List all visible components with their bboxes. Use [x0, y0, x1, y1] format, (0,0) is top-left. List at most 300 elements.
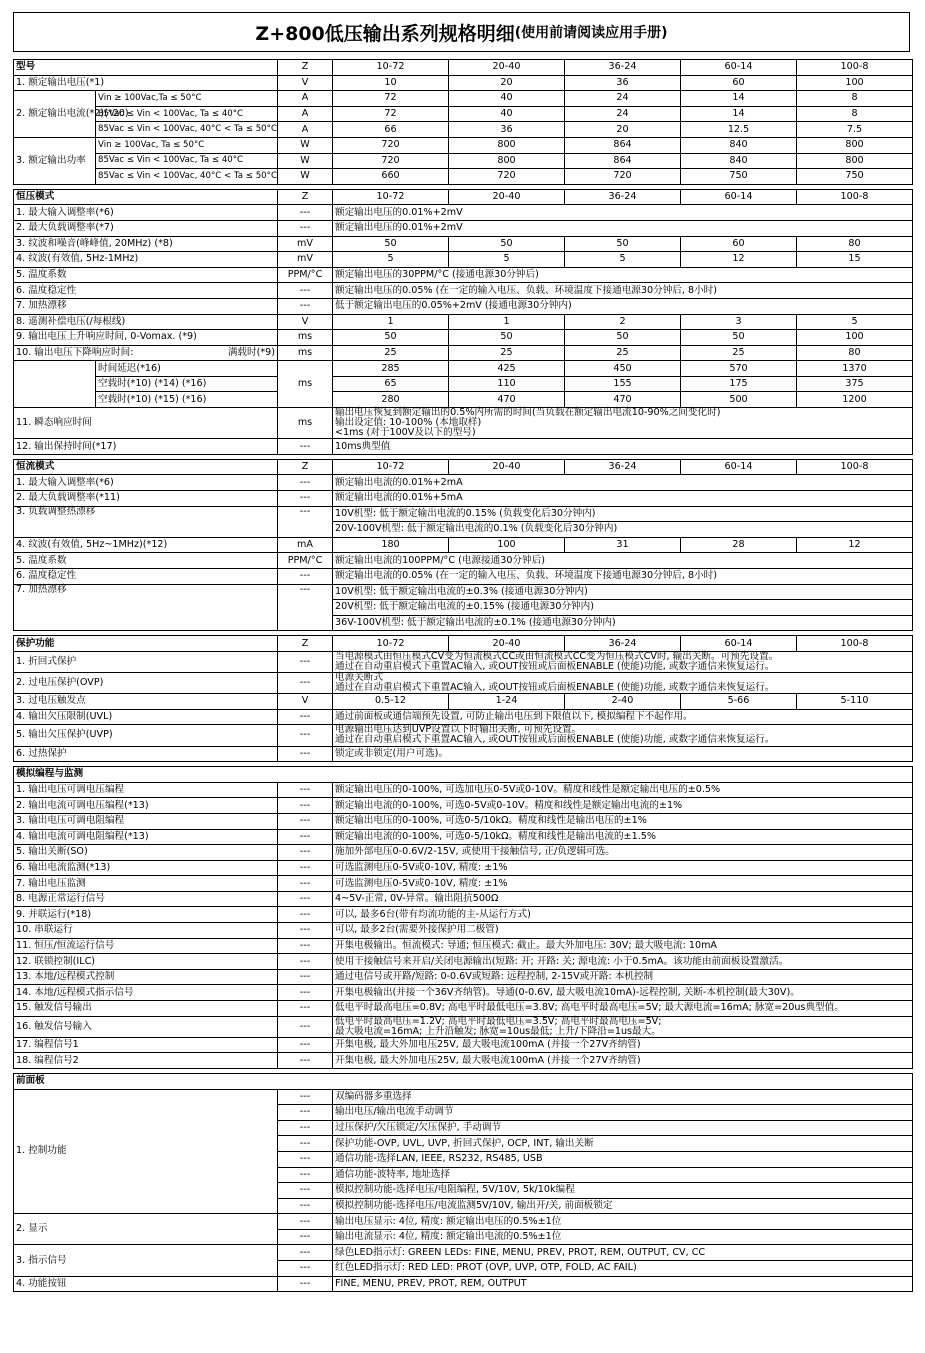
- value-cell: 1370: [797, 361, 913, 377]
- value-cell: 65: [333, 376, 449, 392]
- table-row: [14, 845, 913, 861]
- list-item: 双编码器多重选择: [333, 1089, 913, 1105]
- list-item: 保护功能-OVP, UVL, UVP, 折回式保护, OCP, INT, 输出关断: [333, 1136, 913, 1152]
- value-cell: 720: [565, 169, 681, 185]
- unit-cell: ---: [278, 651, 333, 672]
- row-text-multiline: [333, 651, 913, 672]
- row-label: 2. 输出电流可调电压编程(*13): [14, 798, 278, 814]
- value-cell: 570: [681, 361, 797, 377]
- value-cell: 7.5: [797, 122, 913, 138]
- list-item: 模拟控制功能-选择电压/电阻编程, 5V/10V, 5k/10k编程: [333, 1183, 913, 1199]
- value-cell: 50: [449, 330, 565, 346]
- value-cell: 1-24: [449, 694, 565, 710]
- value-cell: 180: [333, 537, 449, 553]
- unit-cell: ---: [278, 1053, 333, 1069]
- section-title: 前面板: [14, 1073, 913, 1089]
- row-label: 12. 联锁控制(ILC): [14, 954, 278, 970]
- unit-cell: PPM/°C: [278, 267, 333, 283]
- table-row: [14, 1001, 913, 1017]
- value-cell: 72: [333, 106, 449, 122]
- table-row: [14, 954, 913, 970]
- unit-cell: ---: [278, 205, 333, 221]
- row-text: 开集电极输出(并接一个36V齐纳管)。导通(0-0.6V, 最大吸电流10mA)-远程控制, 关断-本机控制(最大30V)。: [333, 985, 913, 1001]
- unit-cell: ---: [278, 584, 333, 631]
- unit-cell: ---: [278, 1136, 333, 1152]
- value-cell: 80: [797, 345, 913, 361]
- value-cell: 285: [333, 361, 449, 377]
- table-row: [14, 345, 913, 361]
- row-sublabel: 85Vac ≤ Vin < 100Vac, 40°C < Ta ≤ 50°C: [96, 122, 278, 138]
- table-row: [14, 267, 913, 283]
- value-cell: 5: [565, 252, 681, 268]
- section-header-model: [14, 60, 913, 76]
- value-cell: 1: [449, 314, 565, 330]
- unit-cell: ---: [278, 923, 333, 939]
- model-cell: 36-24: [565, 189, 681, 205]
- row-sublabel: 时间延迟(*16): [96, 361, 278, 377]
- row-text: 锁定或非锁定(用户可选)。: [333, 746, 913, 762]
- value-cell: 840: [681, 137, 797, 153]
- value-cell: 800: [449, 153, 565, 169]
- value-cell: 175: [681, 376, 797, 392]
- unit-cell: ---: [278, 283, 333, 299]
- value-cell: 50: [333, 330, 449, 346]
- table-row: [14, 252, 913, 268]
- text-line: 输出电压恢复到额定输出的0.5%内所需的时间(当负载在额定输出电流10-90%之间变化时): [335, 407, 721, 419]
- table-row: [14, 651, 913, 672]
- unit-cell: W: [278, 169, 333, 185]
- row-text: 施加外部电压0-0.6V/2-15V, 或使用干接触信号, 正/负逻辑可选。: [333, 845, 913, 861]
- list-item: 红色LED指示灯: RED LED: PROT (OVP, UVP, OTP, FOLD, AC FAIL): [333, 1261, 913, 1277]
- value-cell: 50: [681, 330, 797, 346]
- value-cell: 155: [565, 376, 681, 392]
- table-row: [14, 746, 913, 762]
- unit-cell: Z: [278, 459, 333, 475]
- unit-cell: ---: [278, 845, 333, 861]
- row-label: 4. 纹波(有效值, 5Hz~1MHz)(*12): [14, 537, 278, 553]
- value-cell: 10: [333, 75, 449, 91]
- value-cell: 40: [449, 106, 565, 122]
- section-title: 型号: [14, 60, 278, 76]
- row-text: 额定输出电流的100PPM/°C (电源接通30分钟后): [333, 553, 913, 569]
- row-label: 2. 最大负载调整率(*7): [14, 220, 278, 236]
- list-item: 绿色LED指示灯: GREEN LEDs: FINE, MENU, PREV, PROT, REM, OUTPUT, CV, CC: [333, 1245, 913, 1261]
- unit-cell: ---: [278, 1120, 333, 1136]
- specification-table: [13, 59, 912, 1292]
- row-text: 额定输出电流的0.01%+2mA: [333, 475, 913, 491]
- text-line: 电源输出电压达到UVP设置以下时输出关断, 可预先设置。: [335, 724, 582, 736]
- model-cell: 20-40: [449, 60, 565, 76]
- text-line: <1ms (对于100V及以下的型号): [335, 427, 476, 439]
- row-label: 5. 输出欠压保护(UVP): [14, 725, 278, 746]
- row-label: 9. 并联运行(*18): [14, 907, 278, 923]
- table-row: [14, 1214, 913, 1230]
- value-cell: 25: [681, 345, 797, 361]
- table-row: [14, 569, 913, 585]
- unit-cell: A: [278, 106, 333, 122]
- model-cell: 60-14: [681, 60, 797, 76]
- value-cell: 720: [333, 153, 449, 169]
- unit-cell: A: [278, 91, 333, 107]
- value-cell: 80: [797, 236, 913, 252]
- row-text: 10ms典型值: [333, 439, 913, 455]
- value-cell: 425: [449, 361, 565, 377]
- text-line: 最大吸电流=16mA; 上升沿触发; 脉宽=10us最低; 上升/下降沿=1us最大。: [335, 1025, 661, 1037]
- row-label: 5. 温度系数: [14, 267, 278, 283]
- row-label: 1. 输出电压可调电压编程: [14, 782, 278, 798]
- table-row: [14, 408, 913, 439]
- section-title: 模拟编程与监测: [14, 767, 913, 783]
- row-label: 3. 输出电压可调电阻编程: [14, 813, 278, 829]
- unit-cell: V: [278, 694, 333, 710]
- section-title: 恒流模式: [14, 459, 278, 475]
- model-cell: 60-14: [681, 189, 797, 205]
- row-label-text: 10. 输出电压下降响应时间:: [16, 346, 134, 358]
- model-cell: 36-24: [565, 459, 681, 475]
- table-row: [14, 798, 913, 814]
- row-text-multiline: [333, 725, 913, 746]
- table-row: [14, 584, 913, 600]
- row-label: 2. 过电压保护(OVP): [14, 673, 278, 694]
- value-cell: 8: [797, 106, 913, 122]
- value-cell: 25: [565, 345, 681, 361]
- row-text: 额定输出电压的0.01%+2mV: [333, 205, 913, 221]
- value-cell: 720: [333, 137, 449, 153]
- row-label: 7. 加热漂移: [14, 584, 278, 631]
- unit-cell: ---: [278, 876, 333, 892]
- value-cell: 28: [681, 537, 797, 553]
- unit-cell: ---: [278, 298, 333, 314]
- row-label: 1. 额定输出电压(*1): [14, 75, 278, 91]
- unit-cell: Z: [278, 636, 333, 652]
- title-subtitle: (使用前请阅读应用手册): [514, 25, 668, 41]
- row-text: 使用干接触信号来开启/关闭电源输出(短路: 开; 开路: 关; 源电流: 小于0.5mA。该功能由前面板设置激活。: [333, 954, 913, 970]
- unit-cell: A: [278, 122, 333, 138]
- value-cell: 25: [449, 345, 565, 361]
- unit-cell: ---: [278, 673, 333, 694]
- unit-cell: ---: [278, 1261, 333, 1277]
- value-cell: 100: [449, 537, 565, 553]
- unit-cell: ---: [278, 725, 333, 746]
- row-label: 1. 最大输入调整率(*6): [14, 205, 278, 221]
- document-title: [13, 12, 910, 52]
- list-item: 输出电压/输出电流手动调节: [333, 1105, 913, 1121]
- row-label: 6. 输出电流监测(*13): [14, 860, 278, 876]
- unit-cell: ---: [278, 985, 333, 1001]
- value-cell: 800: [449, 137, 565, 153]
- unit-cell: ms: [278, 330, 333, 346]
- row-label: 14. 本地/远程模式指示信号: [14, 985, 278, 1001]
- row-text: 额定输出电压的0-100%, 可选0-5/10kΩ。精度和线性是输出电压的±1%: [333, 813, 913, 829]
- row-label: 2. 最大负载调整率(*11): [14, 491, 278, 507]
- row-label: 7. 输出电压监测: [14, 876, 278, 892]
- title-main: Z+800低压输出系列规格明细: [255, 22, 515, 45]
- row-text: 36V-100V机型: 低于额定输出电流的±0.1% (接通电源30分钟内): [333, 615, 913, 631]
- unit-cell: ---: [278, 813, 333, 829]
- value-cell: 750: [681, 169, 797, 185]
- table-row: [14, 153, 913, 169]
- table-row: [14, 137, 913, 153]
- row-label: 16. 触发信号输入: [14, 1016, 278, 1037]
- row-text: 开集电极, 最大外加电压25V, 最大吸电流100mA (并接一个27V齐纳管): [333, 1053, 913, 1069]
- table-row: [14, 220, 913, 236]
- table-row: [14, 985, 913, 1001]
- unit-cell: ---: [278, 1183, 333, 1199]
- unit-cell: Z: [278, 60, 333, 76]
- section-title: 保护功能: [14, 636, 278, 652]
- unit-cell: ---: [278, 1016, 333, 1037]
- row-label: 3. 额定输出功率: [14, 137, 96, 184]
- model-cell: 10-72: [333, 459, 449, 475]
- list-item: 输出电流显示: 4位, 精度: 额定输出电流的0.5%±1位: [333, 1229, 913, 1245]
- row-label: 13. 本地/远程模式控制: [14, 969, 278, 985]
- table-row: [14, 475, 913, 491]
- row-label: 3. 过电压触发点: [14, 694, 278, 710]
- model-cell: 20-40: [449, 189, 565, 205]
- row-text: 低于额定输出电压的0.05%+2mV (接通电源30分钟内): [333, 298, 913, 314]
- value-cell: 100: [797, 75, 913, 91]
- section-header-front-panel: [14, 1073, 913, 1089]
- value-cell: 800: [797, 153, 913, 169]
- table-row: [14, 75, 913, 91]
- value-cell: 12: [797, 537, 913, 553]
- row-text: 开集电极, 最大外加电压25V, 最大吸电流100mA (并接一个27V齐纳管): [333, 1037, 913, 1053]
- list-item: 通信功能-选择LAN, IEEE, RS232, RS485, USB: [333, 1151, 913, 1167]
- row-label: 4. 输出电流可调电阻编程(*13): [14, 829, 278, 845]
- value-cell: 5: [449, 252, 565, 268]
- row-text: 4~5V-正常, 0V-异常。输出阻抗500Ω: [333, 891, 913, 907]
- row-text: 低电平时最高电压=0.8V; 高电平时最低电压=3.8V; 高电平时最高电压=5V; 最大源电流=16mA; 脉宽=20us典型值。: [333, 1001, 913, 1017]
- text-line: 通过在自动重启模式下重置AC输入, 或OUT按钮或后面板ENABLE (使能)功能, 或数字通信来恢复运行。: [335, 682, 775, 694]
- row-text: 可选监测电压0-5V或0-10V, 精度: ±1%: [333, 876, 913, 892]
- row-text: 通过电信号或开路/短路: 0-0.6V或短路: 远程控制, 2-15V或开路: 本机控制: [333, 969, 913, 985]
- table-row: [14, 91, 913, 107]
- unit-cell: mV: [278, 252, 333, 268]
- unit-cell: ms: [278, 361, 333, 408]
- unit-cell: ---: [278, 1276, 333, 1292]
- row-label: 9. 输出电压上升响应时间, 0-Vomax. (*9): [14, 330, 278, 346]
- row-label: 6. 温度稳定性: [14, 569, 278, 585]
- value-cell: 375: [797, 376, 913, 392]
- table-row: [14, 673, 913, 694]
- value-cell: 50: [565, 330, 681, 346]
- row-label: 8. 遥测补偿电压(/每根线): [14, 314, 278, 330]
- model-cell: 100-8: [797, 636, 913, 652]
- value-cell: 500: [681, 392, 797, 408]
- row-label: [14, 345, 278, 361]
- value-cell: 5: [797, 314, 913, 330]
- unit-cell: ---: [278, 1037, 333, 1053]
- row-text: 额定输出电流的0.01%+5mA: [333, 491, 913, 507]
- row-text: 20V机型: 低于额定输出电流的±0.15% (接通电源30分钟内): [333, 600, 913, 616]
- table-row: [14, 694, 913, 710]
- unit-cell: ---: [278, 1105, 333, 1121]
- value-cell: 100: [797, 330, 913, 346]
- unit-cell: V: [278, 314, 333, 330]
- row-text: 额定输出电压的30PPM/°C (接通电源30分钟后): [333, 267, 913, 283]
- row-label: 4. 输出欠压限制(UVL): [14, 709, 278, 725]
- value-cell: 3: [681, 314, 797, 330]
- value-cell: 720: [449, 169, 565, 185]
- list-item: 模拟控制功能-选择电压/电流监测5V/10V, 输出开/关, 前面板锁定: [333, 1198, 913, 1214]
- value-cell: 15: [797, 252, 913, 268]
- model-cell: 10-72: [333, 636, 449, 652]
- value-cell: 5: [333, 252, 449, 268]
- value-cell: 24: [565, 106, 681, 122]
- table-row: [14, 236, 913, 252]
- row-label: 4. 功能按钮: [14, 1276, 278, 1292]
- row-sublabel: 85Vac ≤ Vin < 100Vac, Ta ≤ 40°C: [96, 153, 278, 169]
- row-text: 10V机型: 低于额定输出电流的0.15% (负载变化后30分钟内): [333, 506, 913, 522]
- row-text: 开集电极输出。恒流模式: 导通; 恒压模式: 截止。最大外加电压: 30V; 最大吸电流: 10mA: [333, 938, 913, 954]
- model-cell: 36-24: [565, 60, 681, 76]
- model-cell: 36-24: [565, 636, 681, 652]
- value-cell: 50: [449, 236, 565, 252]
- model-cell: 100-8: [797, 189, 913, 205]
- value-cell: 50: [565, 236, 681, 252]
- table-row: [14, 298, 913, 314]
- row-text: 额定输出电流的0-100%, 可选0-5/10kΩ。精度和线性是输出电流的±1.5%: [333, 829, 913, 845]
- value-cell: 5-66: [681, 694, 797, 710]
- table-row: [14, 106, 913, 122]
- table-row: [14, 537, 913, 553]
- unit-cell: ---: [278, 569, 333, 585]
- row-text: 可以, 最多2台(需要外接保护用二极管): [333, 923, 913, 939]
- table-row: [14, 330, 913, 346]
- value-cell: 20: [449, 75, 565, 91]
- value-cell: 470: [565, 392, 681, 408]
- text-line: 低电平时最高电压=1.2V; 高电平时最低电压=3.5V; 高电平时最高电压=5V;: [335, 1015, 662, 1027]
- table-row: [14, 891, 913, 907]
- table-row: [14, 813, 913, 829]
- row-text-multiline: [333, 408, 913, 439]
- unit-cell: ---: [278, 1229, 333, 1245]
- table-row: [14, 1276, 913, 1292]
- unit-cell: PPM/°C: [278, 553, 333, 569]
- table-row: [14, 1016, 913, 1037]
- row-label: 3. 纹波和噪音(峰峰值, 20MHz) (*8): [14, 236, 278, 252]
- table-row: [14, 860, 913, 876]
- model-cell: 20-40: [449, 636, 565, 652]
- row-label: 18. 编程信号2: [14, 1053, 278, 1069]
- section-header-cc-mode: [14, 459, 913, 475]
- row-label: 10. 串联运行: [14, 923, 278, 939]
- unit-cell: ---: [278, 1167, 333, 1183]
- unit-cell: ---: [278, 1001, 333, 1017]
- row-sublabel: 空载时(*10) (*15) (*16): [96, 392, 278, 408]
- model-cell: 10-72: [333, 60, 449, 76]
- row-label: 15. 触发信号输出: [14, 1001, 278, 1017]
- table-row: [14, 1053, 913, 1069]
- unit-cell: ---: [278, 1245, 333, 1261]
- row-text: 额定输出电流的0-100%, 可选0-5V或0-10V。精度和线性是额定输出电流的±1%: [333, 798, 913, 814]
- value-cell: 66: [333, 122, 449, 138]
- table-row: [14, 876, 913, 892]
- unit-cell: ---: [278, 709, 333, 725]
- table-row: [14, 709, 913, 725]
- row-label: 3. 指示信号: [14, 1245, 278, 1276]
- model-cell: 100-8: [797, 459, 913, 475]
- unit-cell: ---: [278, 798, 333, 814]
- unit-cell: ---: [278, 1198, 333, 1214]
- table-row: [14, 969, 913, 985]
- value-cell: 25: [333, 345, 449, 361]
- unit-cell: ---: [278, 1151, 333, 1167]
- row-text: 额定输出电压的0.01%+2mV: [333, 220, 913, 236]
- row-text: 可选监测电压0-5V或0-10V, 精度: ±1%: [333, 860, 913, 876]
- value-cell: 0.5-12: [333, 694, 449, 710]
- value-cell: 2-40: [565, 694, 681, 710]
- value-cell: 12.5: [681, 122, 797, 138]
- value-cell: 110: [449, 376, 565, 392]
- value-cell: 12: [681, 252, 797, 268]
- unit-cell: ---: [278, 491, 333, 507]
- value-cell: 14: [681, 106, 797, 122]
- row-text: FINE, MENU, PREV, PROT, REM, OUTPUT: [333, 1276, 913, 1292]
- unit-cell: ---: [278, 954, 333, 970]
- value-cell: 470: [449, 392, 565, 408]
- value-cell: 36: [565, 75, 681, 91]
- unit-cell: ---: [278, 907, 333, 923]
- value-cell: 660: [333, 169, 449, 185]
- unit-cell: W: [278, 153, 333, 169]
- text-line: 通过在自动重启模式下重置AC输入, 或OUT按钮或后面板ENABLE (使能)功能, 或数字通信来恢复运行。: [335, 734, 775, 746]
- section-header-protection: [14, 636, 913, 652]
- value-cell: 864: [565, 153, 681, 169]
- model-cell: 60-14: [681, 636, 797, 652]
- section-title: 恒压模式: [14, 189, 278, 205]
- row-text: 可以, 最多6台(带有均流功能的主-从运行方式): [333, 907, 913, 923]
- row-sublabel: Vin ≥ 100Vac, Ta ≤ 50°C: [96, 137, 278, 153]
- section-header-analog: [14, 767, 913, 783]
- table-row: [14, 923, 913, 939]
- value-cell: 50: [333, 236, 449, 252]
- table-row: [14, 1037, 913, 1053]
- table-row: [14, 314, 913, 330]
- value-cell: 14: [681, 91, 797, 107]
- table-row: [14, 205, 913, 221]
- value-cell: 1: [333, 314, 449, 330]
- row-sublabel: 85Vac ≤ Vin < 100Vac, Ta ≤ 40°C: [96, 106, 278, 122]
- table-row: [14, 376, 913, 392]
- value-cell: 864: [565, 137, 681, 153]
- value-cell: 36: [449, 122, 565, 138]
- table-row: [14, 907, 913, 923]
- model-cell: 20-40: [449, 459, 565, 475]
- unit-cell: ---: [278, 969, 333, 985]
- model-cell: 60-14: [681, 459, 797, 475]
- row-text: 20V-100V机型: 低于额定输出电流的0.1% (负载变化后30分钟内): [333, 522, 913, 538]
- model-cell: 10-72: [333, 189, 449, 205]
- row-sublabel: Vin ≥ 100Vac,Ta ≤ 50°C: [96, 91, 278, 107]
- unit-cell: mA: [278, 537, 333, 553]
- unit-cell: ---: [278, 220, 333, 236]
- row-label: 3. 负载调整热漂移: [14, 506, 278, 537]
- model-cell: 100-8: [797, 60, 913, 76]
- value-cell: 8: [797, 91, 913, 107]
- unit-cell: ---: [278, 1214, 333, 1230]
- unit-cell: ---: [278, 782, 333, 798]
- table-row: [14, 782, 913, 798]
- table-row: [14, 439, 913, 455]
- row-text: 通过前面板或通信端预先设置, 可防止输出电压到下限值以下, 模拟编程下不起作用。: [333, 709, 913, 725]
- row-label: 1. 最大输入调整率(*6): [14, 475, 278, 491]
- table-row: [14, 725, 913, 746]
- row-text-multiline: [333, 1016, 913, 1037]
- row-text-multiline: [333, 673, 913, 694]
- unit-cell: V: [278, 75, 333, 91]
- list-item: 过压保护/欠压锁定/欠压保护, 手动调节: [333, 1120, 913, 1136]
